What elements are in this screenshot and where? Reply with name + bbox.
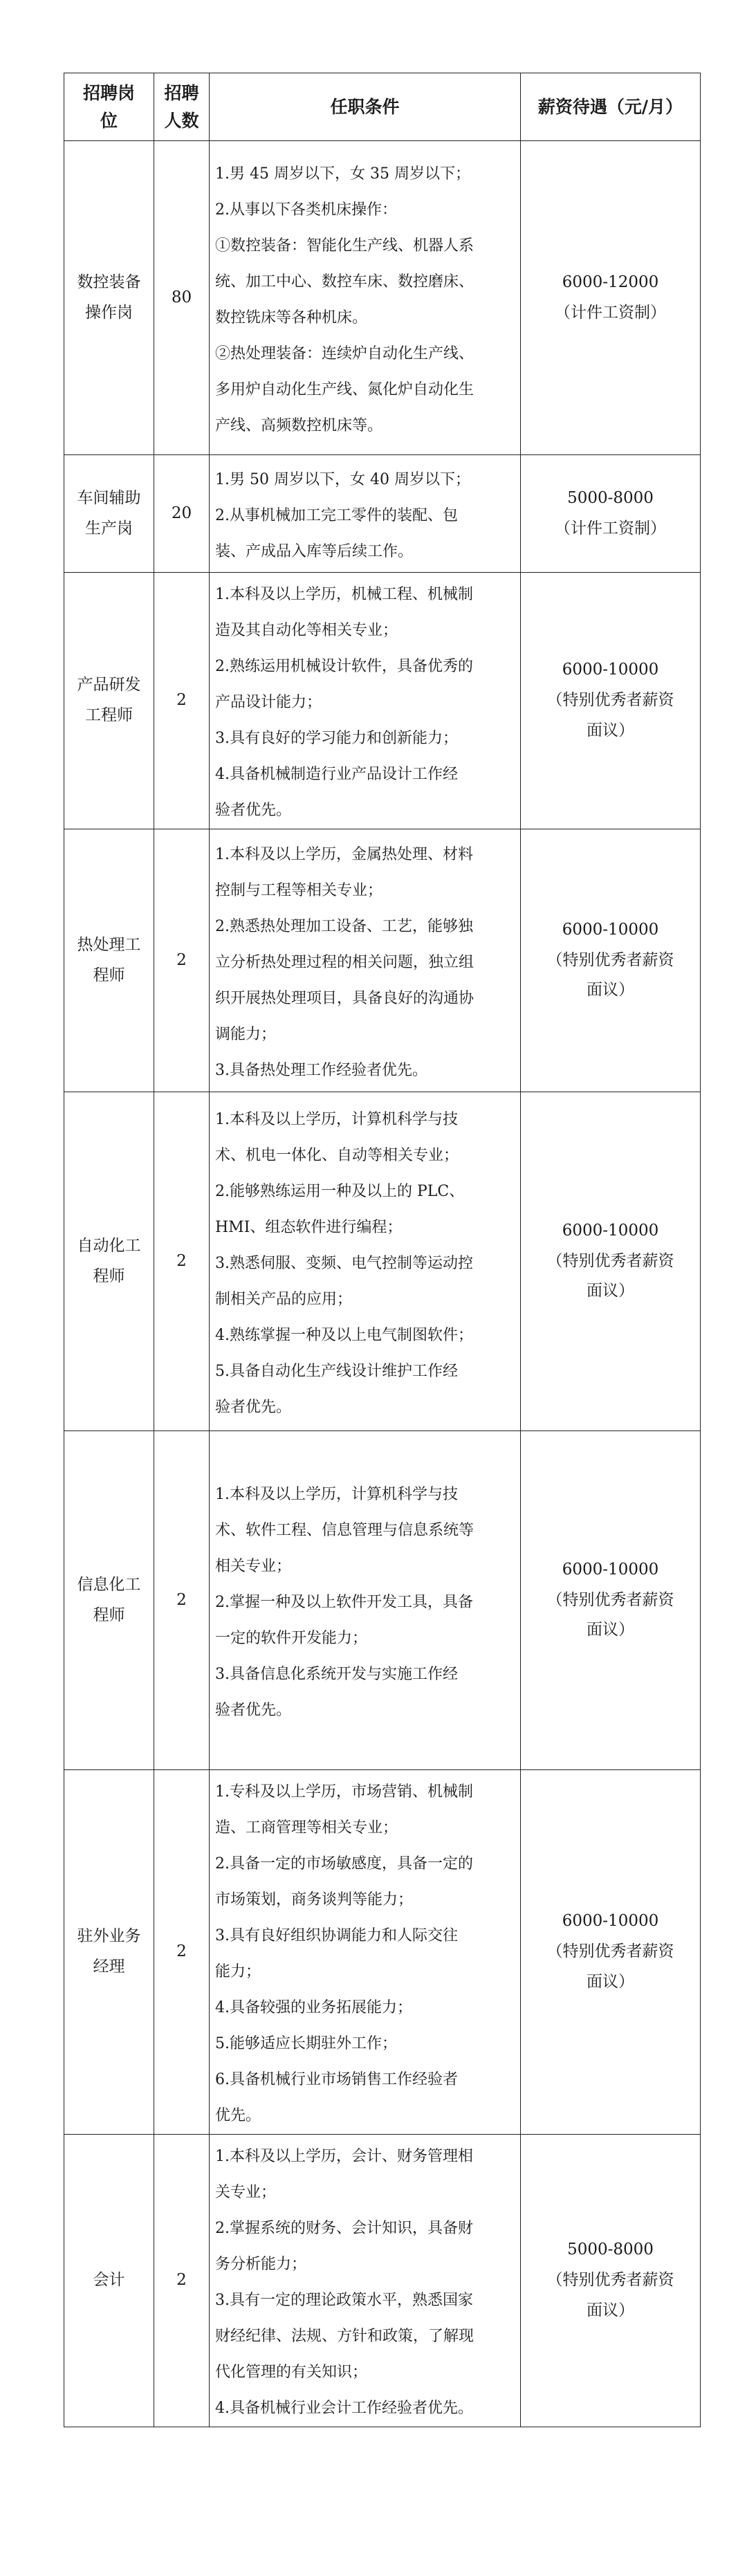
requirement-line: 市场策划，商务谈判等能力； <box>215 1891 414 1908</box>
salary-line: （计件工资制） <box>555 519 666 537</box>
requirement-line: 产品设计能力； <box>215 694 322 711</box>
position-cell <box>64 829 154 1092</box>
count-cell: 20 <box>154 455 210 573</box>
requirement-line: 1.男 50 周岁以下，女 40 周岁以下； <box>215 470 470 488</box>
salary-line: 面议） <box>587 1972 634 1991</box>
salary-line: 面议） <box>587 981 634 1000</box>
requirement-line: 3.具备热处理工作经验者优先。 <box>215 1061 427 1079</box>
requirement-line: 织开展热处理项目，具备良好的沟通协 <box>215 989 474 1007</box>
position-cell <box>64 1770 154 2135</box>
position-line: 驻外业务 <box>77 1927 141 1946</box>
requirement-line: 2.熟练运用机械设计软件，具备优秀的 <box>215 658 473 675</box>
position-cell <box>64 141 154 455</box>
requirement-line: 4.具备机械行业会计工作经验者优先。 <box>215 2400 473 2417</box>
requirement-line: 制相关产品的应用； <box>215 1290 353 1308</box>
position-line: 经理 <box>93 1958 125 1976</box>
recruitment-table <box>64 73 701 2427</box>
requirement-line: 财经纪律、法规、方针和政策，了解现 <box>215 2328 474 2345</box>
header-count-line: 人数 <box>164 110 199 131</box>
position-line: 工程师 <box>85 706 133 724</box>
table-row <box>64 573 701 829</box>
table-row <box>64 1092 701 1431</box>
salary-line: （特别优秀者薪资 <box>546 1942 674 1961</box>
requirement-line: 统、加工中心、数控车床、数控磨床、 <box>215 273 474 291</box>
requirement-line: 关专业； <box>215 2184 277 2201</box>
requirement-line: 调能力； <box>215 1025 277 1043</box>
salary-line: 面议） <box>587 1282 634 1300</box>
requirement-line: 3.具有一定的理论政策水平，熟悉国家 <box>215 2292 473 2309</box>
salary-line: 6000-10000 <box>562 1912 659 1931</box>
requirement-line: 5.具备自动化生产线设计维护工作经 <box>215 1362 458 1380</box>
position-line: 数控装备 <box>77 273 141 291</box>
requirements-cell <box>210 829 521 1092</box>
header-count-line: 招聘 <box>164 82 199 103</box>
requirement-line: 4.具备机械制造行业产品设计工作经 <box>215 766 458 783</box>
salary-line: （特别优秀者薪资 <box>546 950 674 969</box>
requirement-line: 验者优先。 <box>215 802 292 819</box>
requirement-line: 优先。 <box>215 2107 261 2124</box>
table-row <box>64 1431 701 1770</box>
requirement-line: 数控铣床等各种机床。 <box>215 309 368 326</box>
salary-line: 6000-10000 <box>562 661 659 679</box>
salary-line: （特别优秀者薪资 <box>546 1251 674 1270</box>
requirement-line: 多用炉自动化生产线、氮化炉自动化生 <box>215 380 474 398</box>
salary-line: 6000-10000 <box>562 920 659 939</box>
requirement-line: 6.具备机械行业市场销售工作经验者 <box>215 2071 458 2088</box>
header-count <box>154 73 210 141</box>
salary-cell <box>521 1092 701 1431</box>
position-cell <box>64 1092 154 1431</box>
requirements-cell <box>210 2135 521 2427</box>
requirement-line: 1.本科及以上学历，金属热处理、材料 <box>215 845 473 863</box>
requirements-cell <box>210 455 521 573</box>
header-position-line: 位 <box>100 110 118 131</box>
requirement-line: 务分析能力； <box>215 2256 307 2273</box>
requirement-line: 验者优先。 <box>215 1701 292 1719</box>
position-cell <box>64 2135 154 2427</box>
requirement-line: 5.能够适应长期驻外工作； <box>215 2035 397 2052</box>
table-row <box>64 829 701 1092</box>
header-position-line: 招聘岗 <box>82 82 135 103</box>
count-cell: 2 <box>154 2135 210 2427</box>
salary-line: 面议） <box>587 721 634 739</box>
salary-line: 面议） <box>587 1621 634 1639</box>
salary-line: 6000-10000 <box>562 1221 659 1240</box>
requirement-line: 4.具备较强的业务拓展能力； <box>215 1999 412 2016</box>
requirement-line: 术、软件工程、信息管理与信息系统等 <box>215 1521 474 1539</box>
requirements-cell <box>210 1092 521 1431</box>
salary-line: 6000-10000 <box>562 1560 659 1579</box>
header-requirements: 任职条件 <box>210 73 521 141</box>
salary-cell <box>521 2135 701 2427</box>
requirement-line: ②热处理装备：连续炉自动化生产线、 <box>215 344 474 362</box>
count-cell: 80 <box>154 141 210 455</box>
position-cell <box>64 1431 154 1770</box>
requirement-line: 1.本科及以上学历，机械工程、机械制 <box>215 586 473 603</box>
requirement-line: 3.具有良好组织协调能力和人际交往 <box>215 1927 458 1944</box>
position-cell <box>64 573 154 829</box>
requirement-line: 一定的软件开发能力； <box>215 1629 368 1647</box>
salary-cell <box>521 141 701 455</box>
requirement-line: HMI、组态软件进行编程； <box>215 1218 403 1236</box>
salary-cell <box>521 1431 701 1770</box>
requirement-line: 验者优先。 <box>215 1398 292 1416</box>
requirement-line: 2.掌握一种及以上软件开发工具，具备 <box>215 1593 473 1611</box>
requirement-line: 能力； <box>215 1963 261 1980</box>
requirements-cell <box>210 573 521 829</box>
salary-line: （特别优秀者薪资 <box>546 1590 674 1609</box>
requirement-line: 2.掌握系统的财务、会计知识，具备财 <box>215 2220 473 2237</box>
position-line: 会计 <box>93 2271 125 2290</box>
requirement-line: 立分析热处理过程的相关问题，独立组 <box>215 953 474 971</box>
requirement-line: 1.本科及以上学历，计算机科学与技 <box>215 1485 458 1503</box>
requirement-line: 造及其自动化等相关专业； <box>215 622 398 639</box>
position-line: 操作岗 <box>85 303 133 322</box>
requirement-line: 相关专业； <box>215 1557 292 1575</box>
header-row <box>64 73 701 141</box>
salary-cell <box>521 1770 701 2135</box>
salary-line: 5000-8000 <box>567 488 654 507</box>
salary-cell <box>521 573 701 829</box>
salary-line: （特别优秀者薪资 <box>546 691 674 710</box>
count-cell: 2 <box>154 1431 210 1770</box>
requirement-line: 1.专科及以上学历，市场营销、机械制 <box>215 1783 473 1801</box>
table-row <box>64 2135 701 2427</box>
salary-line: （特别优秀者薪资 <box>546 2271 674 2290</box>
requirement-line: 2.从事机械加工完工零件的装配、包 <box>215 506 458 524</box>
requirement-line: 代化管理的有关知识； <box>215 2364 368 2381</box>
salary-cell <box>521 829 701 1092</box>
requirement-line: 装、产成品入库等后续工作。 <box>215 542 414 560</box>
position-line: 车间辅助 <box>77 488 141 507</box>
table-row <box>64 1770 701 2135</box>
requirement-line: 4.熟练掌握一种及以上电气制图软件； <box>215 1326 473 1344</box>
salary-cell <box>521 455 701 573</box>
requirement-line: 3.熟悉伺服、变频、电气控制等运动控 <box>215 1254 473 1272</box>
count-cell: 2 <box>154 829 210 1092</box>
header-position <box>64 73 154 141</box>
requirement-line: 术、机电一体化、自动等相关专业； <box>215 1146 459 1164</box>
position-cell <box>64 455 154 573</box>
requirement-line: 1.本科及以上学历，计算机科学与技 <box>215 1110 458 1128</box>
count-cell: 2 <box>154 1770 210 2135</box>
count-cell: 2 <box>154 573 210 829</box>
position-line: 生产岗 <box>85 519 133 537</box>
requirement-line: 2.从事以下各类机床操作： <box>215 201 397 219</box>
position-line: 程师 <box>93 966 125 984</box>
position-line: 信息化工 <box>77 1575 141 1594</box>
requirement-line: 1.本科及以上学历，会计、财务管理相 <box>215 2148 473 2165</box>
requirement-line: 3.具有良好的学习能力和创新能力； <box>215 730 458 747</box>
requirement-line: 2.具备一定的市场敏感度，具备一定的 <box>215 1855 473 1873</box>
position-line: 热处理工 <box>77 935 141 954</box>
salary-line: 6000-12000 <box>562 273 659 291</box>
salary-line: 面议） <box>587 2301 634 2319</box>
requirements-cell <box>210 141 521 455</box>
position-line: 产品研发 <box>77 676 141 694</box>
table-row <box>64 141 701 455</box>
requirement-line: 控制与工程等相关专业； <box>215 881 383 899</box>
requirement-line: 2.能够熟练运用一种及以上的 PLC、 <box>215 1182 465 1200</box>
requirement-line: ①数控装备：智能化生产线、机器人系 <box>215 237 474 255</box>
count-cell: 2 <box>154 1092 210 1431</box>
header-salary: 薪资待遇（元/月） <box>521 73 701 141</box>
salary-line: 5000-8000 <box>567 2241 654 2259</box>
position-line: 程师 <box>93 1606 125 1624</box>
position-line: 自动化工 <box>77 1236 141 1255</box>
requirement-line: 3.具备信息化系统开发与实施工作经 <box>215 1665 458 1683</box>
requirements-cell <box>210 1770 521 2135</box>
requirements-cell <box>210 1431 521 1770</box>
requirement-line: 1.男 45 周岁以下，女 35 周岁以下； <box>215 165 470 183</box>
table-row <box>64 455 701 573</box>
requirement-line: 造、工商管理等相关专业； <box>215 1819 398 1837</box>
salary-line: （计件工资制） <box>555 303 666 322</box>
requirement-line: 产线、高频数控机床等。 <box>215 416 383 434</box>
position-line: 程师 <box>93 1267 125 1285</box>
requirement-line: 2.熟悉热处理加工设备、工艺，能够独 <box>215 917 473 935</box>
